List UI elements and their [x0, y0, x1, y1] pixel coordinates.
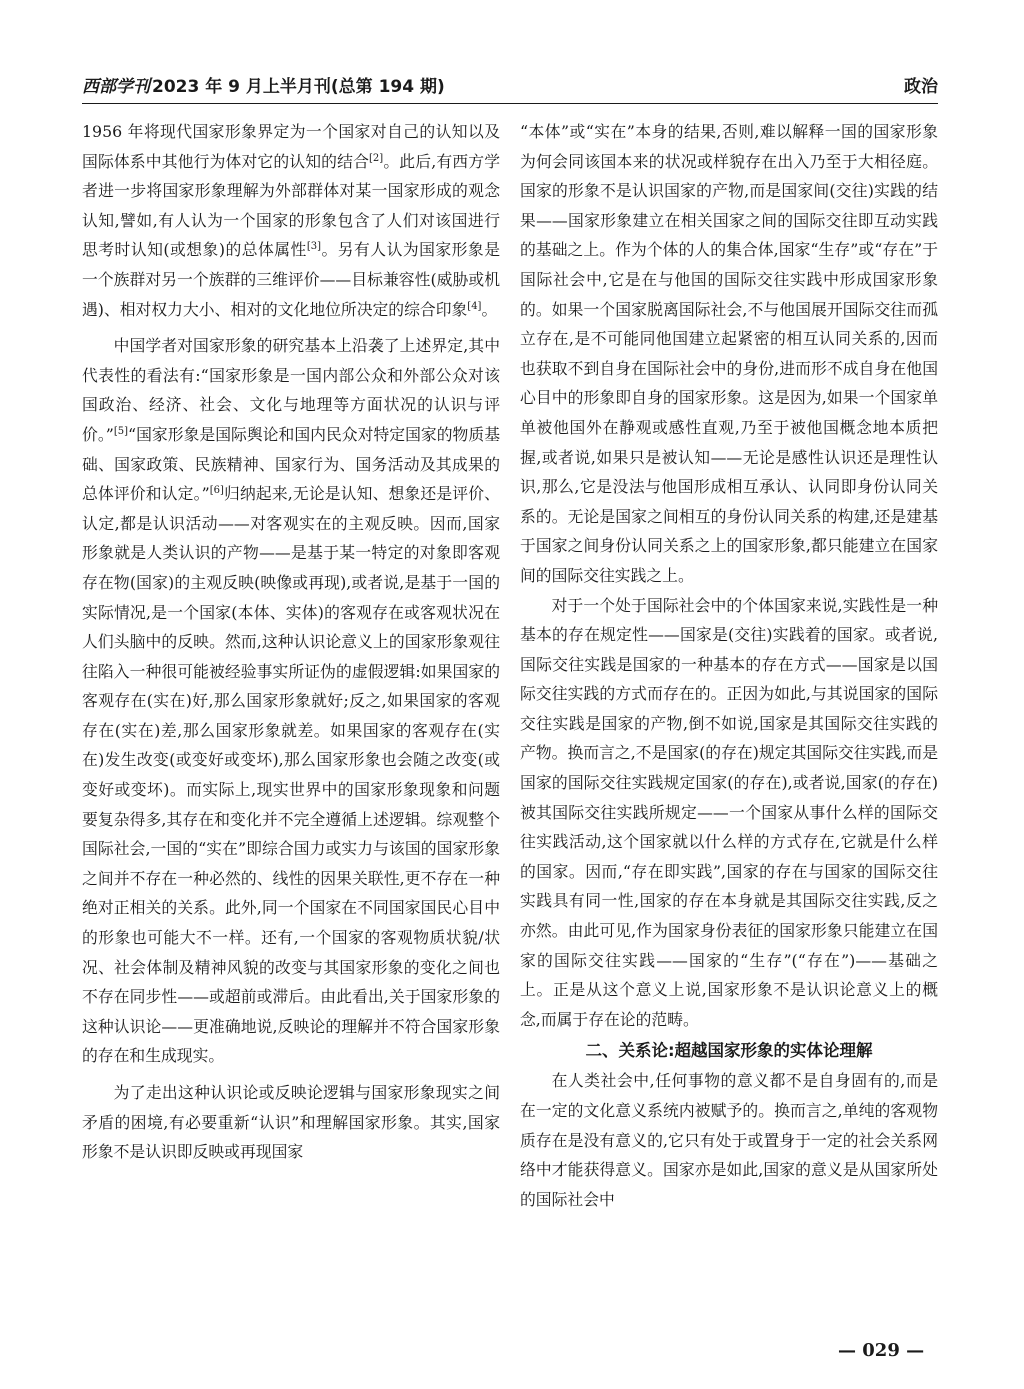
header-rule: [82, 103, 938, 104]
paragraph: “本体”或“实在”本身的结果,否则,难以解释一国的国家形象为何会同该国本来的状况或样貌存在出入乃至于大相径庭。国家的形象不是认识国家的产物,而是国家间(交往)实践的结果——国家形象建立在相关国家之间的国际交往即互动实践的基础之上。作为个体的人的集合体,国家“生存”或“存在”于国际社会中,它是在与他国的国际交往实践中形成国家形象的。如果一个国家脱离国际社会,不与他国展开国际交往而孤立存在,是不可能同他国建立起紧密的相互认同关系的,因而也获取不到自身在国际社会中的身份,进而形不成自身在他国心目中的形象即自身的国家形象。这是因为,如果一个国家单单被他国外在静观或感性直观,乃至于被他国概念地本质把握,或者说,如果只是被认知——无论是感性认识还是理性认识,那么,它是没法与他国形成相互承认、认同即身份认同关系的。无论是国家之间相互的身份认同关系的构建,还是建基于国家之间身份认同关系之上的国家形象,都只能建立在国家间的国际交往实践之上。: [520, 122, 938, 585]
paragraph: [82, 117, 500, 324]
paragraph: 对于一个处于国际社会中的个体国家来说,实践性是一种基本的存在规定性——国家是(交往)实践着的国家。或者说,国际交往实践是国家的一种基本的存在方式——国家是以国际交往实践的方式而存在的。正因为如此,与其说国家的国际交往实践是国家的产物,倒不如说,国家是其国际交往实践的产物。换而言之,不是国家(的存在)规定其国际交往实践,而是国家的国际交往实践规定国家(的存在),或者说,国家(的存在)被其国际交往实践所规定——一个国家从事什么样的国际交往实践活动,这个国家就以什么样的方式存在,它就是什么样的国家。因而,“存在即实践”,国家的存在与国家的国际交往实践具有同一性,国家的存在本身就是其国际交往实践,反之亦然。由此可见,作为国家身份表征的国家形象只能建立在国家的国际交往实践——国家的“生存”(“存在”)——基础之上。正是从这个意义上说,国家形象不是认识论意义上的概念,而属于存在论的范畴。: [520, 595, 938, 1029]
citation: [3]: [306, 241, 321, 253]
paragraph: 为了走出这种认识论或反映论逻辑与国家形象现实之间矛盾的困境,有必要重新“认识”和理解国家形象。其实,国家形象不是认识即反映或再现国家: [82, 1083, 500, 1162]
paragraph-text: 1956 年将现代国家形象界定为一个国家对自己的认知以及国际体系中其他行为体对它的认知的结合: [82, 122, 500, 171]
section-heading: 二、关系论:超越国家形象的实体论理解: [585, 1041, 873, 1061]
paragraph-text: 中国学者对国家形象的研究基本上沿袭了上述界定,其中代表性的看法有:“国家形象是一国内部公众和外部公众对该国政治、经济、社会、文化与地理等方面状况的认识与评价。”: [82, 336, 500, 444]
page-number: — 029 —: [838, 1340, 925, 1361]
paragraph-text: 。另有人认为国家形象是一个族群对另一个族群的三维评价——目标兼容性(威胁或机遇)、相对权力大小、相对的文化地位所决定的综合印象: [82, 240, 500, 319]
paragraph: [82, 331, 500, 1071]
running-header: [82, 68, 938, 100]
masthead: [82, 72, 445, 97]
paragraph-text: 归纳起来,无论是认知、想象还是评价、认定,都是认识活动——对客观实在的主观反映。因而,国家形象就是人类认识的产物——是基于某一特定的对象即客观存在物(国家)的主观反映(映像或再现),或者说,是基于一国的实际情况,是一个国家(本体、实体)的客观存在或客观状况在人们头脑中的反映。然而,这种认识论意义上的国家形象观往往陷入一种很可能被经验事实所证伪的虚假逻辑:如果国家的客观存在(实在)好,那么国家形象就好;反之,如果国家的客观存在(实在)差,那么国家形象就差。如果国家的客观存在(实在)发生改变(或变好或变坏),那么国家形象也会随之改变(或变好或变坏)。而实际上,现实世界中的国家形象现象和问题要复杂得多,其存在和变化并不完全遵循上述逻辑。综观整个国际社会,一国的“实在”即综合国力或实力与该国的国家形象之间并不存在一种必然的、线性的因果关联性,更不存在一种绝对正相关的关系。此外,同一个国家在不同国家国民心目中的形象也可能大不一样。还有,一个国家的客观物质状貌/状况、社会体制及精神风貌的改变与其国家形象的变化之间也不存在同步性——或超前或滞后。由此看出,关于国家形象的这种认识论——更准确地说,反映论的理解并不符合国家形象的存在和生成现实。: [82, 484, 500, 1066]
citation: [4]: [467, 300, 482, 312]
paragraph-text: “国家形象是国际舆论和国内民众对特定国家的物质基础、国家政策、民族精神、国家行为、国务活动及其成果的总体评价和认定。”: [82, 424, 500, 504]
right-column: [520, 117, 938, 1214]
citation: [6]: [209, 485, 224, 497]
paragraph-text: 。此后,有西方学者进一步将国家形象理解为外部群体对某一国家形成的观念认知,譬如,有人认为一个国家的形象包含了人们对该国进行思考时认知(或想象)的总体属性: [82, 151, 500, 260]
paragraph-text: 。: [481, 299, 498, 319]
left-column: [82, 117, 500, 1167]
issue-info: 2023 年 9 月上半月刊(总第 194 期): [152, 77, 445, 97]
citation: [2]: [369, 152, 384, 164]
section-name: 政治: [904, 77, 938, 97]
citation: [5]: [113, 425, 128, 437]
journal-title: 西部学刊: [82, 77, 150, 97]
paragraph: 在人类社会中,任何事物的意义都不是自身固有的,而是在一定的文化意义系统内被赋予的。换而言之,单纯的客观物质存在是没有意义的,它只有处于或置身于一定的社会关系网络中才能获得意义。国家亦是如此,国家的意义是从国家所处的国际社会中: [520, 1071, 938, 1209]
